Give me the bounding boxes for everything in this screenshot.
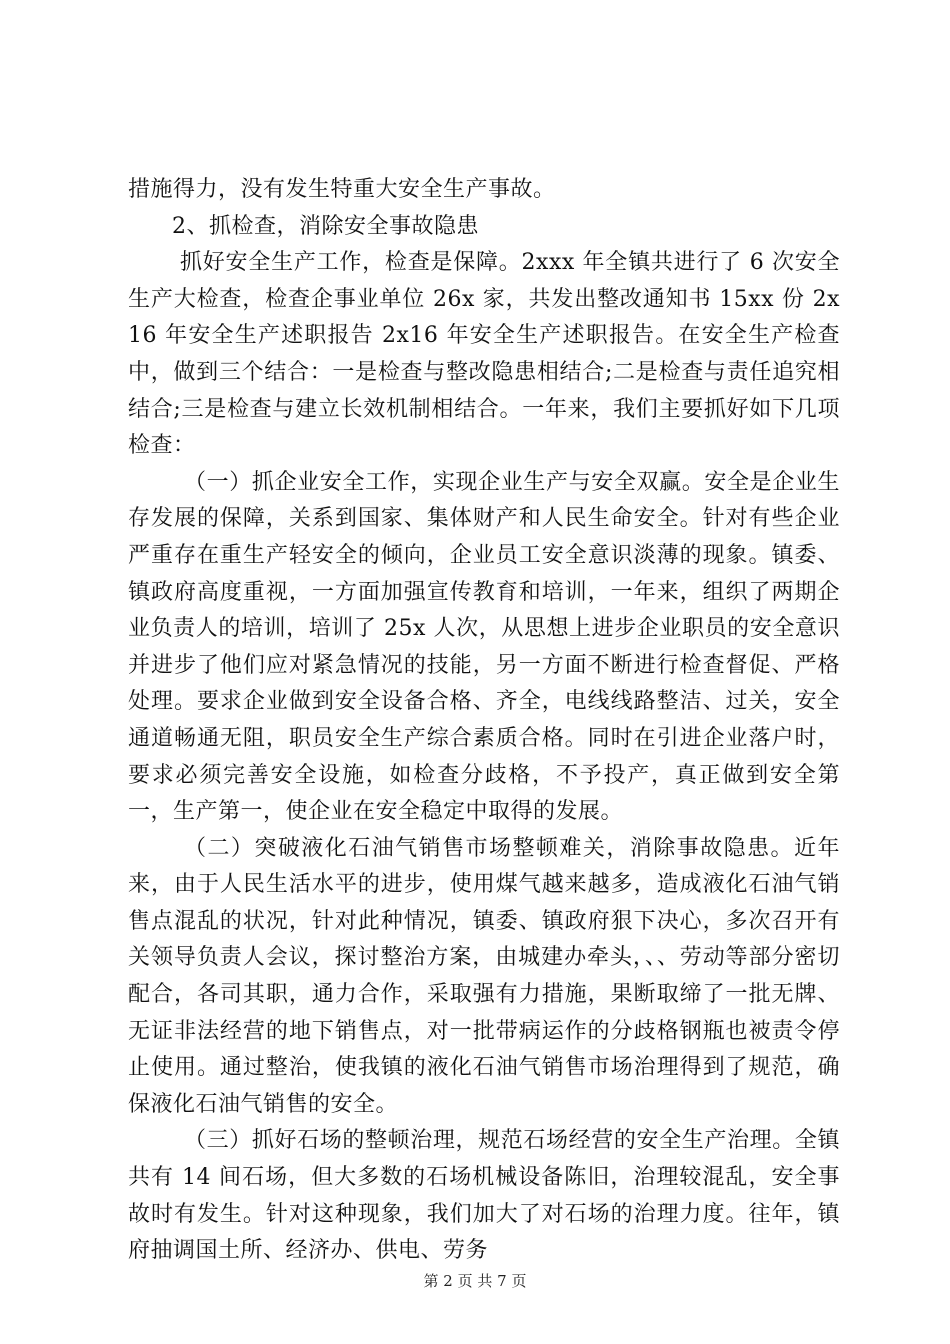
document-body	[128, 172, 840, 1270]
paragraph-inspection-intro: 抓好安全生产工作，检查是保障。2xxx 年全镇共进行了 6 次安全生产大检查，检查企事业单位 26x 家，共发出整改通知书 15xx 份 2x16 年安全生产述职报告 2x16 年安全生产述职报告。在安全生产检查中，做到三个结合：一是检查与整改隐患相结合;二是检查与责任追究相结合;三是检查与建立长效机制相结合。一年来，我们主要抓好如下几项检查：	[128, 250, 840, 459]
section-heading: 2、抓检查，消除安全事故隐患	[172, 213, 479, 239]
paragraph-item-1-enterprise-safety: （一）抓企业安全工作，实现企业生产与安全双赢。安全是企业生存发展的保障，关系到国家、集体财产和人民生命安全。针对有些企业严重存在重生产轻安全的倾向，企业员工安全意识淡薄的现象。镇委、镇政府高度重视，一方面加强宣传教育和培训，一年来，组织了两期企业负责人的培训，培训了 25x 人次，从思想上进步企业职员的安全意识并进步了他们应对紧急情况的技能，另一方面不断进行检查督促、严格处理。要求企业做到安全设备合格、齐全，电线线路整洁、过关，安全通道畅通无阻，职员安全生产综合素质合格。同时在引进企业落户时，要求必须完善安全设施，如检查分歧格，不予投产，真正做到安全第一，生产第一，使企业在安全稳定中取得的发展。	[128, 469, 840, 825]
paragraph-item-2-lpg-market: （二）突破液化石油气销售市场整顿难关，消除事故隐患。近年来，由于人民生活水平的进步，使用煤气越来越多，造成液化石油气销售点混乱的状况，针对此种情况，镇委、镇政府狠下决心，多次召开有关领导负责人会议，探讨整治方案，由城建办牵头，、、劳动等部分密切配合，各司其职，通力合作，采取强有力措施，果断取缔了一批无牌、无证非法经营的地下销售点，对一批带病运作的分歧格钢瓶也被责令停止使用。通过整治，使我镇的液化石油气销售市场治理得到了规范，确保液化石油气销售的安全。	[128, 835, 840, 1117]
paragraph-continuation: 措施得力，没有发生特重大安全生产事故。	[128, 177, 556, 202]
paragraph-item-3-quarry: （三）抓好石场的整顿治理，规范石场经营的安全生产治理。全镇共有 14 间石场，但大多数的石场机械设备陈旧，治理较混乱，安全事故时有发生。针对这种现象，我们加大了对石场的治理力度。往年，镇府抽调国土所、经济办、供电、劳务	[128, 1128, 840, 1264]
page-footer: 第 2 页 共 7 页	[423, 1272, 527, 1290]
